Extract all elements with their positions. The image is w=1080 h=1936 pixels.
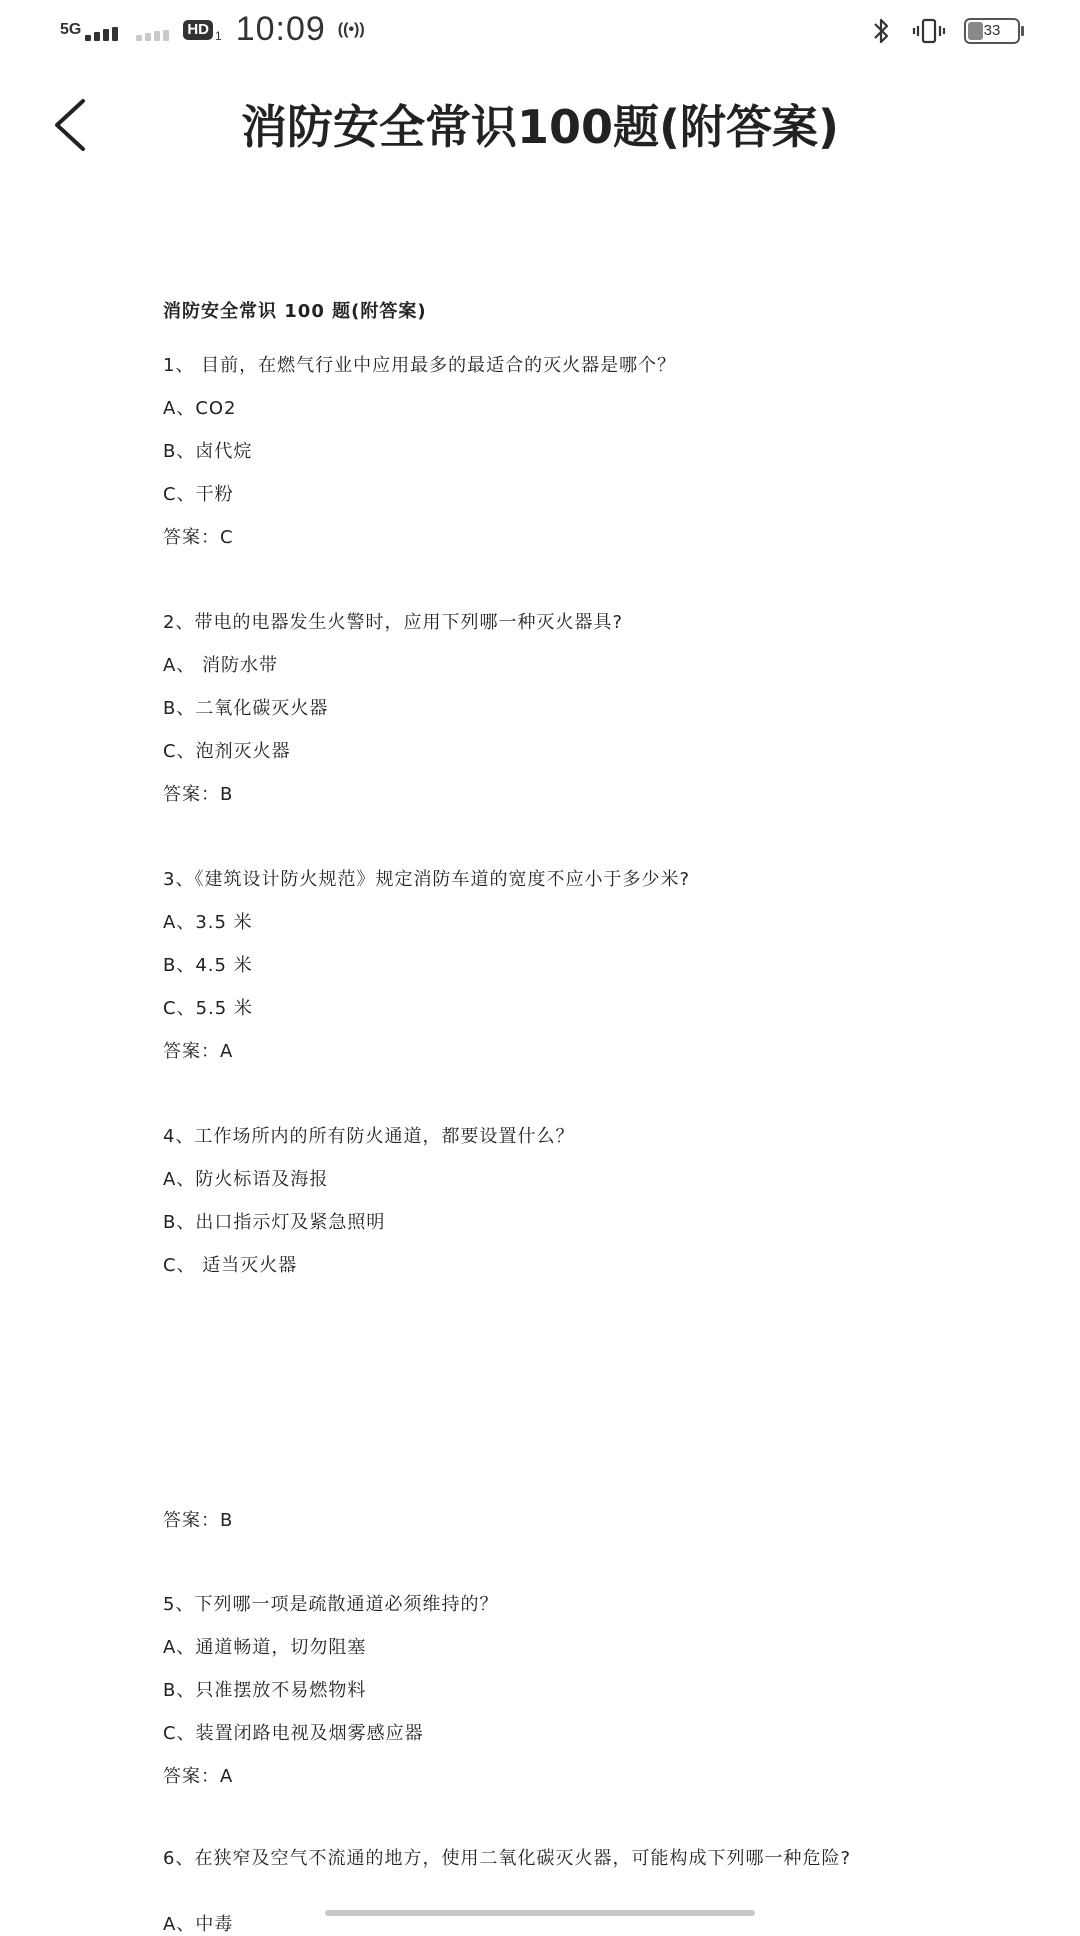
q2-answer: 答案：B: [163, 784, 234, 805]
vibrate-icon: [912, 16, 946, 46]
q4-answer: 答案：B: [163, 1510, 234, 1531]
q3-option-b: B、4.5 米: [163, 955, 253, 976]
q1-option-a: A、CO2: [163, 398, 237, 419]
q4-option-a: A、防火标语及海报: [163, 1169, 329, 1190]
q5-option-b: B、只准摆放不易燃物料: [163, 1680, 367, 1701]
hd-badge: HD: [183, 20, 213, 40]
hotspot-icon: ((•)): [337, 20, 365, 38]
question-2: 2、带电的电器发生火警时，应用下列哪一种灭火器具?: [163, 612, 624, 633]
q2-option-b: B、二氧化碳灭火器: [163, 698, 329, 719]
signal-strength-icon: [85, 19, 118, 41]
q1-option-b: B、卤代烷: [163, 441, 253, 462]
signal-strength-icon-secondary: [136, 19, 169, 41]
q2-option-a: A、 消防水带: [163, 655, 279, 676]
q3-option-c: C、5.5 米: [163, 998, 253, 1019]
hd-sub: 1: [215, 28, 222, 43]
question-4: 4、工作场所内的所有防火通道，都要设置什么？: [163, 1126, 575, 1147]
status-bar: [0, 0, 1080, 70]
header: [0, 85, 1080, 165]
q5-answer: 答案：A: [163, 1766, 234, 1787]
status-left: [60, 10, 365, 49]
question-6: 6、在狭窄及空气不流通的地方，使用二氧化碳灭火器，可能构成下列哪一种危险?: [163, 1848, 852, 1869]
question-3: 3、《建筑设计防火规范》规定消防车道的宽度不应小于多少米?: [163, 869, 691, 890]
q4-option-b: B、出口指示灯及紧急照明: [163, 1212, 386, 1233]
bluetooth-icon: [868, 16, 894, 46]
status-right: [868, 16, 1020, 46]
q3-answer: 答案：A: [163, 1041, 234, 1062]
q4-option-c: C、 适当灭火器: [163, 1255, 298, 1276]
document-title: 消防安全常识 100 题(附答案): [163, 301, 427, 322]
question-1: 1、 目前，在燃气行业中应用最多的最适合的灭火器是哪个？: [163, 355, 677, 376]
clock: 10:09: [235, 10, 326, 48]
q1-option-c: C、干粉: [163, 484, 234, 505]
q2-option-c: C、泡剂灭火器: [163, 741, 291, 762]
network-type: 5G: [60, 20, 82, 38]
home-indicator[interactable]: [325, 1910, 755, 1916]
battery-level: 33: [983, 22, 1001, 39]
q5-option-c: C、装置闭路电视及烟雾感应器: [163, 1723, 424, 1744]
battery-icon: [964, 18, 1020, 44]
question-5: 5、下列哪一项是疏散通道必须维持的？: [163, 1594, 499, 1615]
q3-option-a: A、3.5 米: [163, 912, 253, 933]
q1-answer: 答案：C: [163, 527, 234, 548]
q6-option-a: A、中毒: [163, 1914, 234, 1935]
page-title: 消防安全常识100题(附答案): [240, 100, 840, 154]
q5-option-a: A、通道畅道，切勿阻塞: [163, 1637, 367, 1658]
